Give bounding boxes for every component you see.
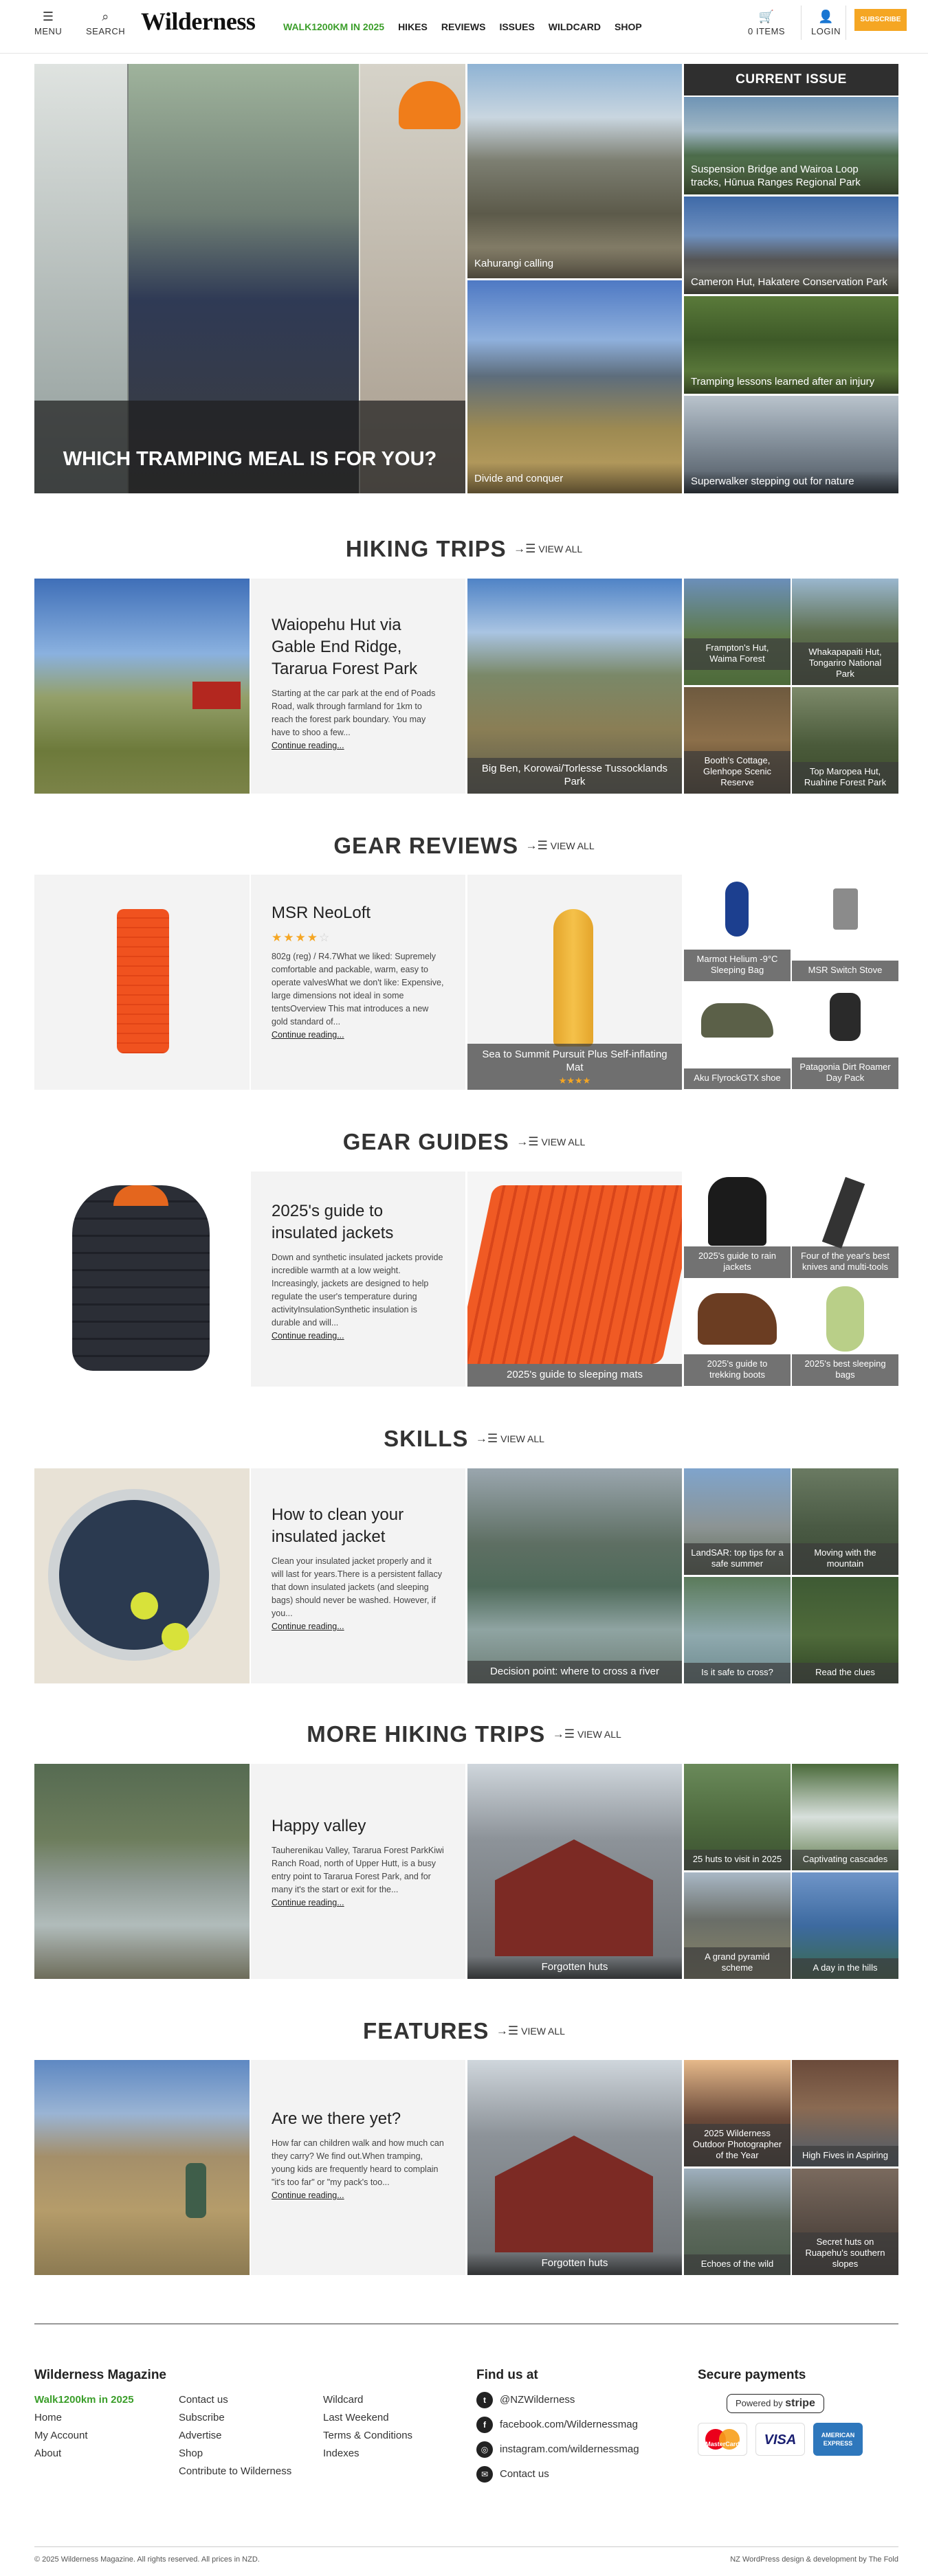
tile-caption: Superwalker stepping out for nature: [684, 471, 898, 493]
footer-magazine: [34, 2366, 166, 2391]
view-all-icon: →☰: [513, 542, 536, 555]
tile-caption: Marmot Helium -9°C Sleeping Bag: [684, 950, 791, 981]
tile-caption: Is it safe to cross?: [684, 1663, 791, 1683]
site-header: [0, 0, 928, 54]
more-hiking-small-tile-1[interactable]: [684, 1764, 791, 1870]
tile-caption: Captivating cascades: [792, 1850, 898, 1870]
footer-link[interactable]: Wildcard: [323, 2394, 364, 2406]
tile-caption: Whakapapaiti Hut, Tongariro National Park: [792, 642, 898, 685]
social-twitter[interactable]: t @NZWilderness: [476, 2391, 639, 2409]
footer-link[interactable]: Contribute to Wilderness: [179, 2465, 292, 2477]
visa-icon: VISA: [755, 2423, 805, 2456]
sleeping-bag-shape: [725, 882, 749, 937]
tile-caption: Sea to Summit Pursuit Plus Self-inflating Mat ★★★★: [467, 1044, 682, 1090]
login-button[interactable]: 👤 LOGIN: [811, 10, 841, 36]
mastercard-icon: [698, 2423, 747, 2456]
hiking-small-tile-3[interactable]: [684, 687, 791, 794]
sleeping-bag-shape: [826, 1286, 864, 1352]
footer-link[interactable]: Walk1200km in 2025: [34, 2394, 134, 2406]
shoe-shape: [701, 1003, 773, 1038]
gear-guide-small-tile-2[interactable]: [792, 1172, 898, 1278]
card-excerpt: 802g (reg) / R4.7What we liked: Supremely comfortable and packable, warm, easy to operate valvesWhat we don't like: Expensive, large dimensions not ideal in some tentsOverview This mat introduces a new gold standard of...: [272, 952, 444, 1027]
footer-link[interactable]: Last Weekend: [323, 2412, 389, 2423]
twitter-icon: t: [476, 2392, 493, 2408]
tile-caption: Four of the year's best knives and multi-tools: [792, 1246, 898, 1278]
tile-caption: Forgotten huts: [467, 1956, 682, 1979]
nav-walk1200km[interactable]: WALK1200KM IN 2025: [283, 21, 385, 32]
orange-mat-shape: [117, 909, 169, 1053]
tile-caption: 2025 Wilderness Outdoor Photographer of the Year: [684, 2124, 791, 2166]
skills-small-tile-1[interactable]: [684, 1468, 791, 1575]
search-button[interactable]: ⌕ SEARCH: [86, 10, 126, 36]
copyright-text: © 2025 Wilderness Magazine. All rights reserved. All prices in NZD.: [34, 2555, 260, 2564]
view-all-icon: →☰: [496, 2024, 519, 2037]
more-hiking-feature-card[interactable]: [251, 1764, 465, 1979]
tile-caption: Forgotten huts: [467, 2252, 682, 2275]
tile-caption: 2025's best sleeping bags: [792, 1354, 898, 1386]
user-icon: 👤: [818, 10, 834, 23]
view-all-link[interactable]: →☰ VIEW ALL: [496, 2024, 565, 2037]
hero-title: WHICH TRAMPING MEAL IS FOR YOU?: [63, 448, 437, 470]
footer-payments: [698, 2366, 863, 2456]
continue-reading-link[interactable]: Continue reading...: [272, 741, 344, 750]
gear-guide-small-tile-3[interactable]: [684, 1279, 791, 1386]
tile-caption: Aku FlyrockGTX shoe: [684, 1068, 791, 1089]
tile-caption: Tramping lessons learned after an injury: [684, 371, 898, 394]
card-excerpt: How far can children walk and how much can they carry? We find out.When tramping, young kids are frequently heard to complain "it's too far" or "my pack's too...: [272, 2138, 444, 2187]
skills-small-tile-3[interactable]: [684, 1577, 791, 1683]
gear-review-small-tile-1[interactable]: [684, 875, 791, 981]
footer-link[interactable]: Home: [34, 2412, 63, 2423]
tile-caption: 2025's guide to sleeping mats: [467, 1364, 682, 1387]
tile-caption: LandSAR: top tips for a safe summer: [684, 1543, 791, 1575]
tile-caption: 2025's guide to rain jackets: [684, 1246, 791, 1278]
footer-link[interactable]: Advertise: [179, 2430, 222, 2441]
features-small-tile-4[interactable]: [792, 2169, 898, 2275]
continue-reading-link[interactable]: Continue reading...: [272, 1331, 344, 1341]
continue-reading-link[interactable]: Continue reading...: [272, 1898, 344, 1907]
cart-button[interactable]: 🛒 0 ITEMS: [748, 10, 786, 36]
gear-review-small-tile-3[interactable]: [684, 983, 791, 1089]
footer-link[interactable]: Contact us: [179, 2394, 228, 2406]
section-heading-skills: SKILLS →☰ VIEW ALL: [384, 1426, 544, 1451]
nav-hikes[interactable]: HIKES: [398, 21, 428, 32]
tile-caption: Cameron Hut, Hakatere Conservation Park: [684, 271, 898, 294]
issue-tile-3[interactable]: [684, 296, 898, 394]
footer-col-2: [179, 2391, 291, 2480]
view-all-link[interactable]: →☰ VIEW ALL: [516, 1135, 586, 1148]
tile-caption: A grand pyramid scheme: [684, 1947, 791, 1979]
rain-jacket-shape: [708, 1177, 766, 1246]
tile-caption: Frampton's Hut, Waima Forest: [684, 638, 791, 670]
footer-link[interactable]: About: [34, 2448, 62, 2459]
tile-caption: Secret huts on Ruapehu's southern slopes: [792, 2232, 898, 2275]
features-small-tile-3[interactable]: [684, 2169, 791, 2275]
current-issue-heading: CURRENT ISSUE: [684, 64, 898, 96]
tile-caption: Decision point: where to cross a river: [467, 1661, 682, 1683]
footer-heading: Secure payments: [698, 2368, 806, 2382]
hiking-small-tile-1[interactable]: [684, 579, 791, 685]
boot-shape: [698, 1293, 777, 1345]
jacket-shape: [72, 1185, 210, 1371]
tile-caption: A day in the hills: [792, 1958, 898, 1979]
features-feature-image[interactable]: [34, 2060, 250, 2275]
red-hut-shape: [495, 2136, 653, 2252]
footer-find-us: [476, 2366, 639, 2490]
tile-caption: Big Ben, Korowai/Torlesse Tussocklands Park: [467, 758, 682, 794]
section-heading-features: FEATURES →☰ VIEW ALL: [363, 2018, 565, 2043]
tile-caption: Suspension Bridge and Wairoa Loop tracks, Hūnua Ranges Regional Park: [684, 159, 898, 194]
search-icon: ⌕: [102, 10, 109, 23]
footer-col-3: [323, 2391, 412, 2463]
card-title[interactable]: Happy valley: [272, 1817, 366, 1835]
footer-bottom-divider: [34, 2546, 898, 2547]
nav-issues[interactable]: ISSUES: [499, 21, 535, 32]
hero-tile-divide[interactable]: [467, 280, 682, 493]
facebook-icon: f: [476, 2417, 493, 2433]
tile-caption: Divide and conquer: [467, 462, 682, 493]
skills-feature-image[interactable]: [34, 1468, 250, 1683]
issue-tile-1[interactable]: [684, 97, 898, 194]
tile-caption: Patagonia Dirt Roamer Day Pack: [792, 1057, 898, 1089]
features-feature-card[interactable]: [251, 2060, 465, 2275]
gear-guide-feature-image[interactable]: [34, 1172, 250, 1387]
hiking-small-tile-2[interactable]: [792, 579, 898, 685]
gear-review-small-tile-2[interactable]: [792, 875, 898, 981]
view-all-link[interactable]: →☰ VIEW ALL: [475, 1432, 544, 1445]
dryer-ball: [162, 1623, 189, 1650]
footer-link[interactable]: Indexes: [323, 2448, 360, 2459]
continue-reading-link[interactable]: Continue reading...: [272, 1030, 344, 1040]
skills-small-tile-2[interactable]: [792, 1468, 898, 1575]
hiking-feature-card[interactable]: [251, 579, 465, 794]
view-all-icon: →☰: [552, 1727, 575, 1740]
subscribe-button[interactable]: SUBSCRIBE: [854, 9, 907, 31]
hero-feature-tile[interactable]: [34, 64, 465, 493]
more-hiking-small-tile-3[interactable]: [684, 1872, 791, 1979]
skills-big-tile[interactable]: [467, 1468, 682, 1683]
cart-icon: 🛒: [758, 10, 775, 23]
tile-caption: Moving with the mountain: [792, 1543, 898, 1575]
hiking-feature-image[interactable]: [34, 579, 250, 794]
gear-review-big-tile[interactable]: [467, 875, 682, 1090]
hamburger-icon: ☰: [42, 10, 54, 23]
nav-shop[interactable]: SHOP: [615, 21, 642, 32]
section-heading-hiking: HIKING TRIPS →☰ VIEW ALL: [345, 536, 583, 561]
social-contact[interactable]: ✉ Contact us: [476, 2465, 639, 2483]
card-title[interactable]: 2025's guide to insulated jackets: [272, 1202, 394, 1242]
tile-caption: 2025's guide to trekking boots: [684, 1354, 791, 1386]
hero-tile-kahurangi[interactable]: [467, 64, 682, 278]
more-hiking-small-tile-4[interactable]: [792, 1872, 898, 1979]
card-excerpt: Tauherenikau Valley, Tararua Forest ParkKiwi Ranch Road, north of Upper Hutt, is a busy entry point to Tararua Forest Park, and for many it's the start or exit for the...: [272, 1846, 444, 1894]
tile-caption: Read the clues: [792, 1663, 898, 1683]
features-small-tile-1[interactable]: [684, 2060, 791, 2166]
footer-link[interactable]: My Account: [34, 2430, 88, 2441]
design-credit-link[interactable]: NZ WordPress design & development by The Fold: [730, 2555, 898, 2564]
features-big-tile[interactable]: [467, 2060, 682, 2275]
backpack-shape: [830, 993, 861, 1041]
yellow-mat-shape: [553, 909, 593, 1046]
section-heading-gear-guides: GEAR GUIDES →☰ VIEW ALL: [342, 1129, 586, 1154]
tile-caption: Booth's Cottage, Glenhope Scenic Reserve: [684, 751, 791, 794]
mail-icon: ✉: [476, 2466, 493, 2483]
footer-divider: [34, 2323, 898, 2325]
more-hiking-big-tile[interactable]: [467, 1764, 682, 1979]
gear-review-feature-image[interactable]: [34, 875, 250, 1090]
more-hiking-feature-image[interactable]: [34, 1764, 250, 1979]
issue-tile-2[interactable]: [684, 197, 898, 294]
continue-reading-link[interactable]: Continue reading...: [272, 2191, 344, 2200]
view-all-link[interactable]: →☰ VIEW ALL: [513, 542, 583, 555]
site-logo[interactable]: Wilderness: [141, 8, 256, 35]
hiking-small-tile-4[interactable]: [792, 687, 898, 794]
section-heading-more-hiking: MORE HIKING TRIPS →☰ VIEW ALL: [307, 1721, 621, 1747]
card-title[interactable]: Waiopehu Hut via Gable End Ridge, Tararua Forest Park: [272, 616, 418, 678]
view-all-icon: →☰: [516, 1135, 539, 1148]
footer-heading: Wilderness Magazine: [34, 2368, 166, 2382]
skills-small-tile-4[interactable]: [792, 1577, 898, 1683]
view-all-link[interactable]: →☰ VIEW ALL: [552, 1727, 621, 1740]
sleeping-mat-shape: [467, 1185, 682, 1364]
tile-caption: MSR Switch Stove: [792, 961, 898, 981]
payment-cards: [698, 2423, 863, 2456]
divider: [801, 5, 802, 40]
stripe-badge: Powered by stripe: [727, 2394, 824, 2413]
tile-caption: High Fives in Aspiring: [792, 2146, 898, 2166]
gear-review-feature-card[interactable]: [251, 875, 465, 1090]
red-hut-shape: [495, 1839, 653, 1956]
card-excerpt: Clean your insulated jacket properly and it will last for years.There is a persistent fallacy that down insulated jackets (and sleeping bags) should never be washed. However, if you...: [272, 1556, 443, 1618]
main-nav: [283, 21, 642, 32]
footer-heading: Find us at: [476, 2368, 538, 2382]
gear-guide-big-tile[interactable]: [467, 1172, 682, 1387]
view-all-icon: →☰: [475, 1432, 498, 1445]
hiker-shape: [186, 2163, 206, 2218]
section-heading-gear-reviews: GEAR REVIEWS →☰ VIEW ALL: [333, 833, 595, 858]
footer-link[interactable]: Terms & Conditions: [323, 2430, 413, 2441]
card-excerpt: Down and synthetic insulated jackets provide incredible warmth at a low weight. Increasingly, jackets are designed to help regulate the user's temperature during activityInsulationSynthetic insulation is durable and will...: [272, 1253, 443, 1328]
hiking-big-tile[interactable]: [467, 579, 682, 794]
stove-shape: [833, 888, 858, 930]
tile-caption: Top Maropea Hut, Ruahine Forest Park: [792, 762, 898, 794]
more-hiking-small-tile-2[interactable]: [792, 1764, 898, 1870]
gear-guide-feature-card[interactable]: [251, 1172, 465, 1387]
amex-icon: AMERICAN EXPRESS: [813, 2423, 863, 2456]
tile-caption: Echoes of the wild: [684, 2254, 791, 2275]
footer-col-1: [34, 2391, 134, 2463]
issue-tile-4[interactable]: [684, 396, 898, 493]
washing-machine-drum: [48, 1489, 220, 1661]
nav-reviews[interactable]: REVIEWS: [441, 21, 486, 32]
nav-wildcard[interactable]: WILDCARD: [548, 21, 601, 32]
card-excerpt: Starting at the car park at the end of Poads Road, walk through farmland for 1km to reach the forest park boundary. You may have to shoo a few...: [272, 688, 436, 737]
continue-reading-link[interactable]: Continue reading...: [272, 1622, 344, 1631]
gear-review-small-tile-4[interactable]: [792, 983, 898, 1089]
card-title[interactable]: How to clean your insulated jacket: [272, 1505, 404, 1546]
instagram-icon: ◎: [476, 2441, 493, 2458]
skills-feature-card[interactable]: [251, 1468, 465, 1683]
footer-link[interactable]: Shop: [179, 2448, 203, 2459]
multitool-shape: [822, 1177, 865, 1248]
footer-link[interactable]: Subscribe: [179, 2412, 225, 2423]
tile-caption: 25 huts to visit in 2025: [684, 1850, 791, 1870]
features-small-tile-2[interactable]: [792, 2060, 898, 2166]
star-rating: ★★★★: [558, 1075, 591, 1086]
mastercard-label: MasterCard: [705, 2441, 740, 2448]
view-all-icon: →☰: [525, 839, 548, 852]
gear-guide-small-tile-4[interactable]: [792, 1279, 898, 1386]
dryer-ball: [131, 1592, 158, 1620]
hut-shape: [192, 682, 241, 709]
view-all-link[interactable]: →☰ VIEW ALL: [525, 839, 595, 852]
tile-caption: Kahurangi calling: [467, 247, 682, 278]
menu-button[interactable]: ☰ MENU: [34, 10, 63, 36]
card-title[interactable]: MSR NeoLoft: [272, 904, 371, 922]
social-instagram[interactable]: ◎ instagram.com/wildernessmag: [476, 2441, 639, 2459]
star-rating: ★★★★☆: [272, 931, 331, 944]
social-facebook[interactable]: f facebook.com/Wildernessmag: [476, 2416, 639, 2434]
card-title[interactable]: Are we there yet?: [272, 2109, 401, 2128]
gear-guide-small-tile-1[interactable]: [684, 1172, 791, 1278]
